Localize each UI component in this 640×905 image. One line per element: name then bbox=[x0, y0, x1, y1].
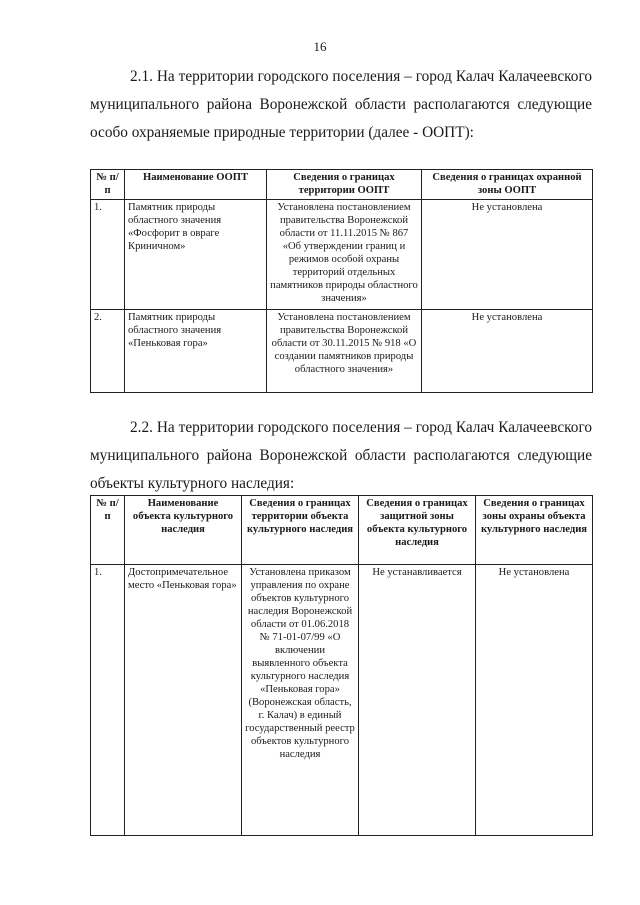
cell-name: Достопримечательное место «Пеньковая гора» bbox=[125, 565, 242, 836]
table-header-row bbox=[91, 496, 593, 565]
cell-num: 2. bbox=[91, 310, 125, 393]
cell-name: Памятник природы областного значения «Фосфорит в овраге Криничном» bbox=[125, 200, 267, 310]
section-1-intro bbox=[90, 63, 592, 147]
header-zone: Сведения о границах охранной зоны ООПТ bbox=[422, 170, 593, 200]
table-row bbox=[91, 565, 593, 836]
header-name: Наименование объекта культурного наследия bbox=[125, 496, 242, 565]
table-row bbox=[91, 200, 593, 310]
table-header-row bbox=[91, 170, 593, 200]
cell-bounds: Установлена постановлением правительства Воронежской области от 30.11.2015 № 918 «О создании памятников природы областного значения» bbox=[267, 310, 422, 393]
cell-bounds: Установлена постановлением правительства Воронежской области от 11.11.2015 № 867 «Об утверждении границ и режимов особой охраны территорий отдельных памятников природы областного значения» bbox=[267, 200, 422, 310]
table-row bbox=[91, 310, 593, 393]
header-bounds: Сведения о границах территории ООПТ bbox=[267, 170, 422, 200]
header-num: № п/п bbox=[91, 496, 125, 565]
heritage-objects-table bbox=[90, 495, 593, 836]
section-1-intro-text: 2.1. На территории городского поселения – город Калач Калачеевского муниципального района Воронежской области располагаются следующие особо охраняемые природные территории (далее - ООПТ): bbox=[90, 68, 592, 141]
page-number: 16 bbox=[313, 39, 327, 54]
header-num: № п/п bbox=[91, 170, 125, 200]
protected-areas-table bbox=[90, 169, 593, 393]
section-2-intro-text: 2.2. На территории городского поселения – город Калач Калачеевского муниципального района Воронежской области располагаются следующие объекты культурного наследия: bbox=[90, 419, 592, 492]
header-name: Наименование ООПТ bbox=[125, 170, 267, 200]
cell-num: 1. bbox=[91, 565, 125, 836]
cell-zone: Не установлена bbox=[422, 310, 593, 393]
cell-protect-zone: Не устанавливается bbox=[359, 565, 476, 836]
section-2-intro bbox=[90, 414, 592, 498]
cell-name: Памятник природы областного значения «Пеньковая гора» bbox=[125, 310, 267, 393]
cell-num: 1. bbox=[91, 200, 125, 310]
header-bounds: Сведения о границах территории объекта культурного наследия bbox=[242, 496, 359, 565]
cell-bounds: Установлена приказом управления по охране объектов культурного наследия Воронежской области от 01.06.2018 № 71-01-07/99 «О включении выявленного объекта культурного наследия «Пеньковая гора» (Воронежская область, г. Калач) в единый государственный реестр объектов культурного наследия bbox=[242, 565, 359, 836]
header-protect-zone: Сведения о границах защитной зоны объекта культурного наследия bbox=[359, 496, 476, 565]
header-guard-zone: Сведения о границах зоны охраны объекта культурного наследия bbox=[476, 496, 593, 565]
cell-zone: Не установлена bbox=[422, 200, 593, 310]
cell-guard-zone: Не установлена bbox=[476, 565, 593, 836]
